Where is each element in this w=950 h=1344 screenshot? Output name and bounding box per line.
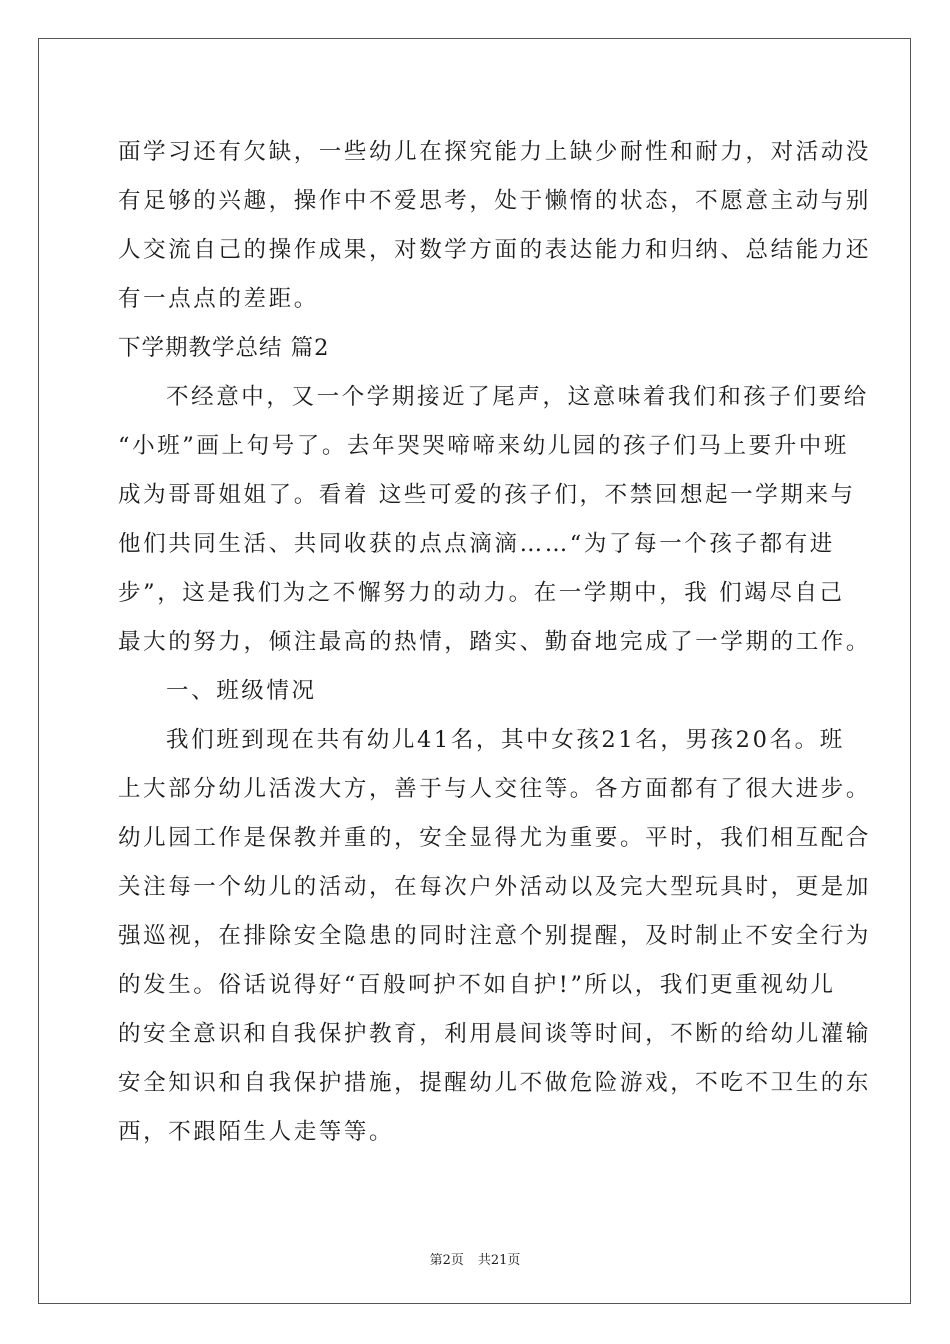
text-line: 步”，这是我们为之不懈努力的动力。在一学期中，我 们竭尽自己 bbox=[118, 580, 845, 606]
document-body bbox=[118, 128, 872, 1157]
subsection-heading: 一、班级情况 bbox=[166, 678, 317, 704]
text-line: 他们共同生活、共同收获的点点滴滴……“为了每一个孩子都有进 bbox=[118, 531, 835, 557]
text-line: 有一点点的差距。 bbox=[118, 286, 319, 312]
text-line: 有足够的兴趣，操作中不爱思考，处于懒惰的状态，不愿意主动与别 bbox=[118, 188, 872, 214]
section-heading: 下学期教学总结 篇2 bbox=[118, 335, 330, 361]
text-line: 的发生。俗话说得好“百般呵护不如自护!”所以，我们更重视幼儿 bbox=[118, 972, 836, 998]
text-line: 关注每一个幼儿的活动，在每次户外活动以及完大型玩具时，更是加 bbox=[118, 874, 872, 900]
text-line: 面学习还有欠缺，一些幼儿在探究能力上缺少耐性和耐力，对活动没 bbox=[118, 139, 872, 165]
text-line: 安全知识和自我保护措施，提醒幼儿不做危险游戏，不吃不卫生的东 bbox=[118, 1070, 872, 1096]
paragraph-start-line: 我们班到现在共有幼儿41名，其中女孩21名，男孩20名。班 bbox=[166, 727, 845, 753]
text-line: 上大部分幼儿活泼大方，善于与人交往等。各方面都有了很大进步。 bbox=[118, 776, 872, 802]
text-line: 的安全意识和自我保护教育，利用晨间谈等时间，不断的给幼儿灌输 bbox=[118, 1021, 872, 1047]
paragraph-start-line: 不经意中，又一个学期接近了尾声，这意味着我们和孩子们要给 bbox=[166, 384, 869, 410]
text-line: 西，不跟陌生人走等等。 bbox=[118, 1119, 395, 1145]
text-line: “小班”画上句号了。去年哭哭啼啼来幼儿园的孩子们马上要升中班 bbox=[118, 433, 850, 459]
text-line: 人交流自己的操作成果，对数学方面的表达能力和归纳、总结能力还 bbox=[118, 237, 872, 263]
text-line: 最大的努力，倾注最高的热情，踏实、勤奋地完成了一学期的工作。 bbox=[118, 629, 872, 655]
text-line: 成为哥哥姐姐了。看着 这些可爱的孩子们，不禁回想起一学期来与 bbox=[118, 482, 856, 508]
page-number: 第2页 bbox=[429, 1253, 464, 1268]
page-footer bbox=[0, 1249, 950, 1268]
total-pages: 共21页 bbox=[477, 1253, 521, 1268]
text-line: 幼儿园工作是保教并重的，安全显得尤为重要。平时，我们相互配合 bbox=[118, 825, 872, 851]
text-line: 强巡视，在排除安全隐患的同时注意个别提醒，及时制止不安全行为 bbox=[118, 923, 872, 949]
